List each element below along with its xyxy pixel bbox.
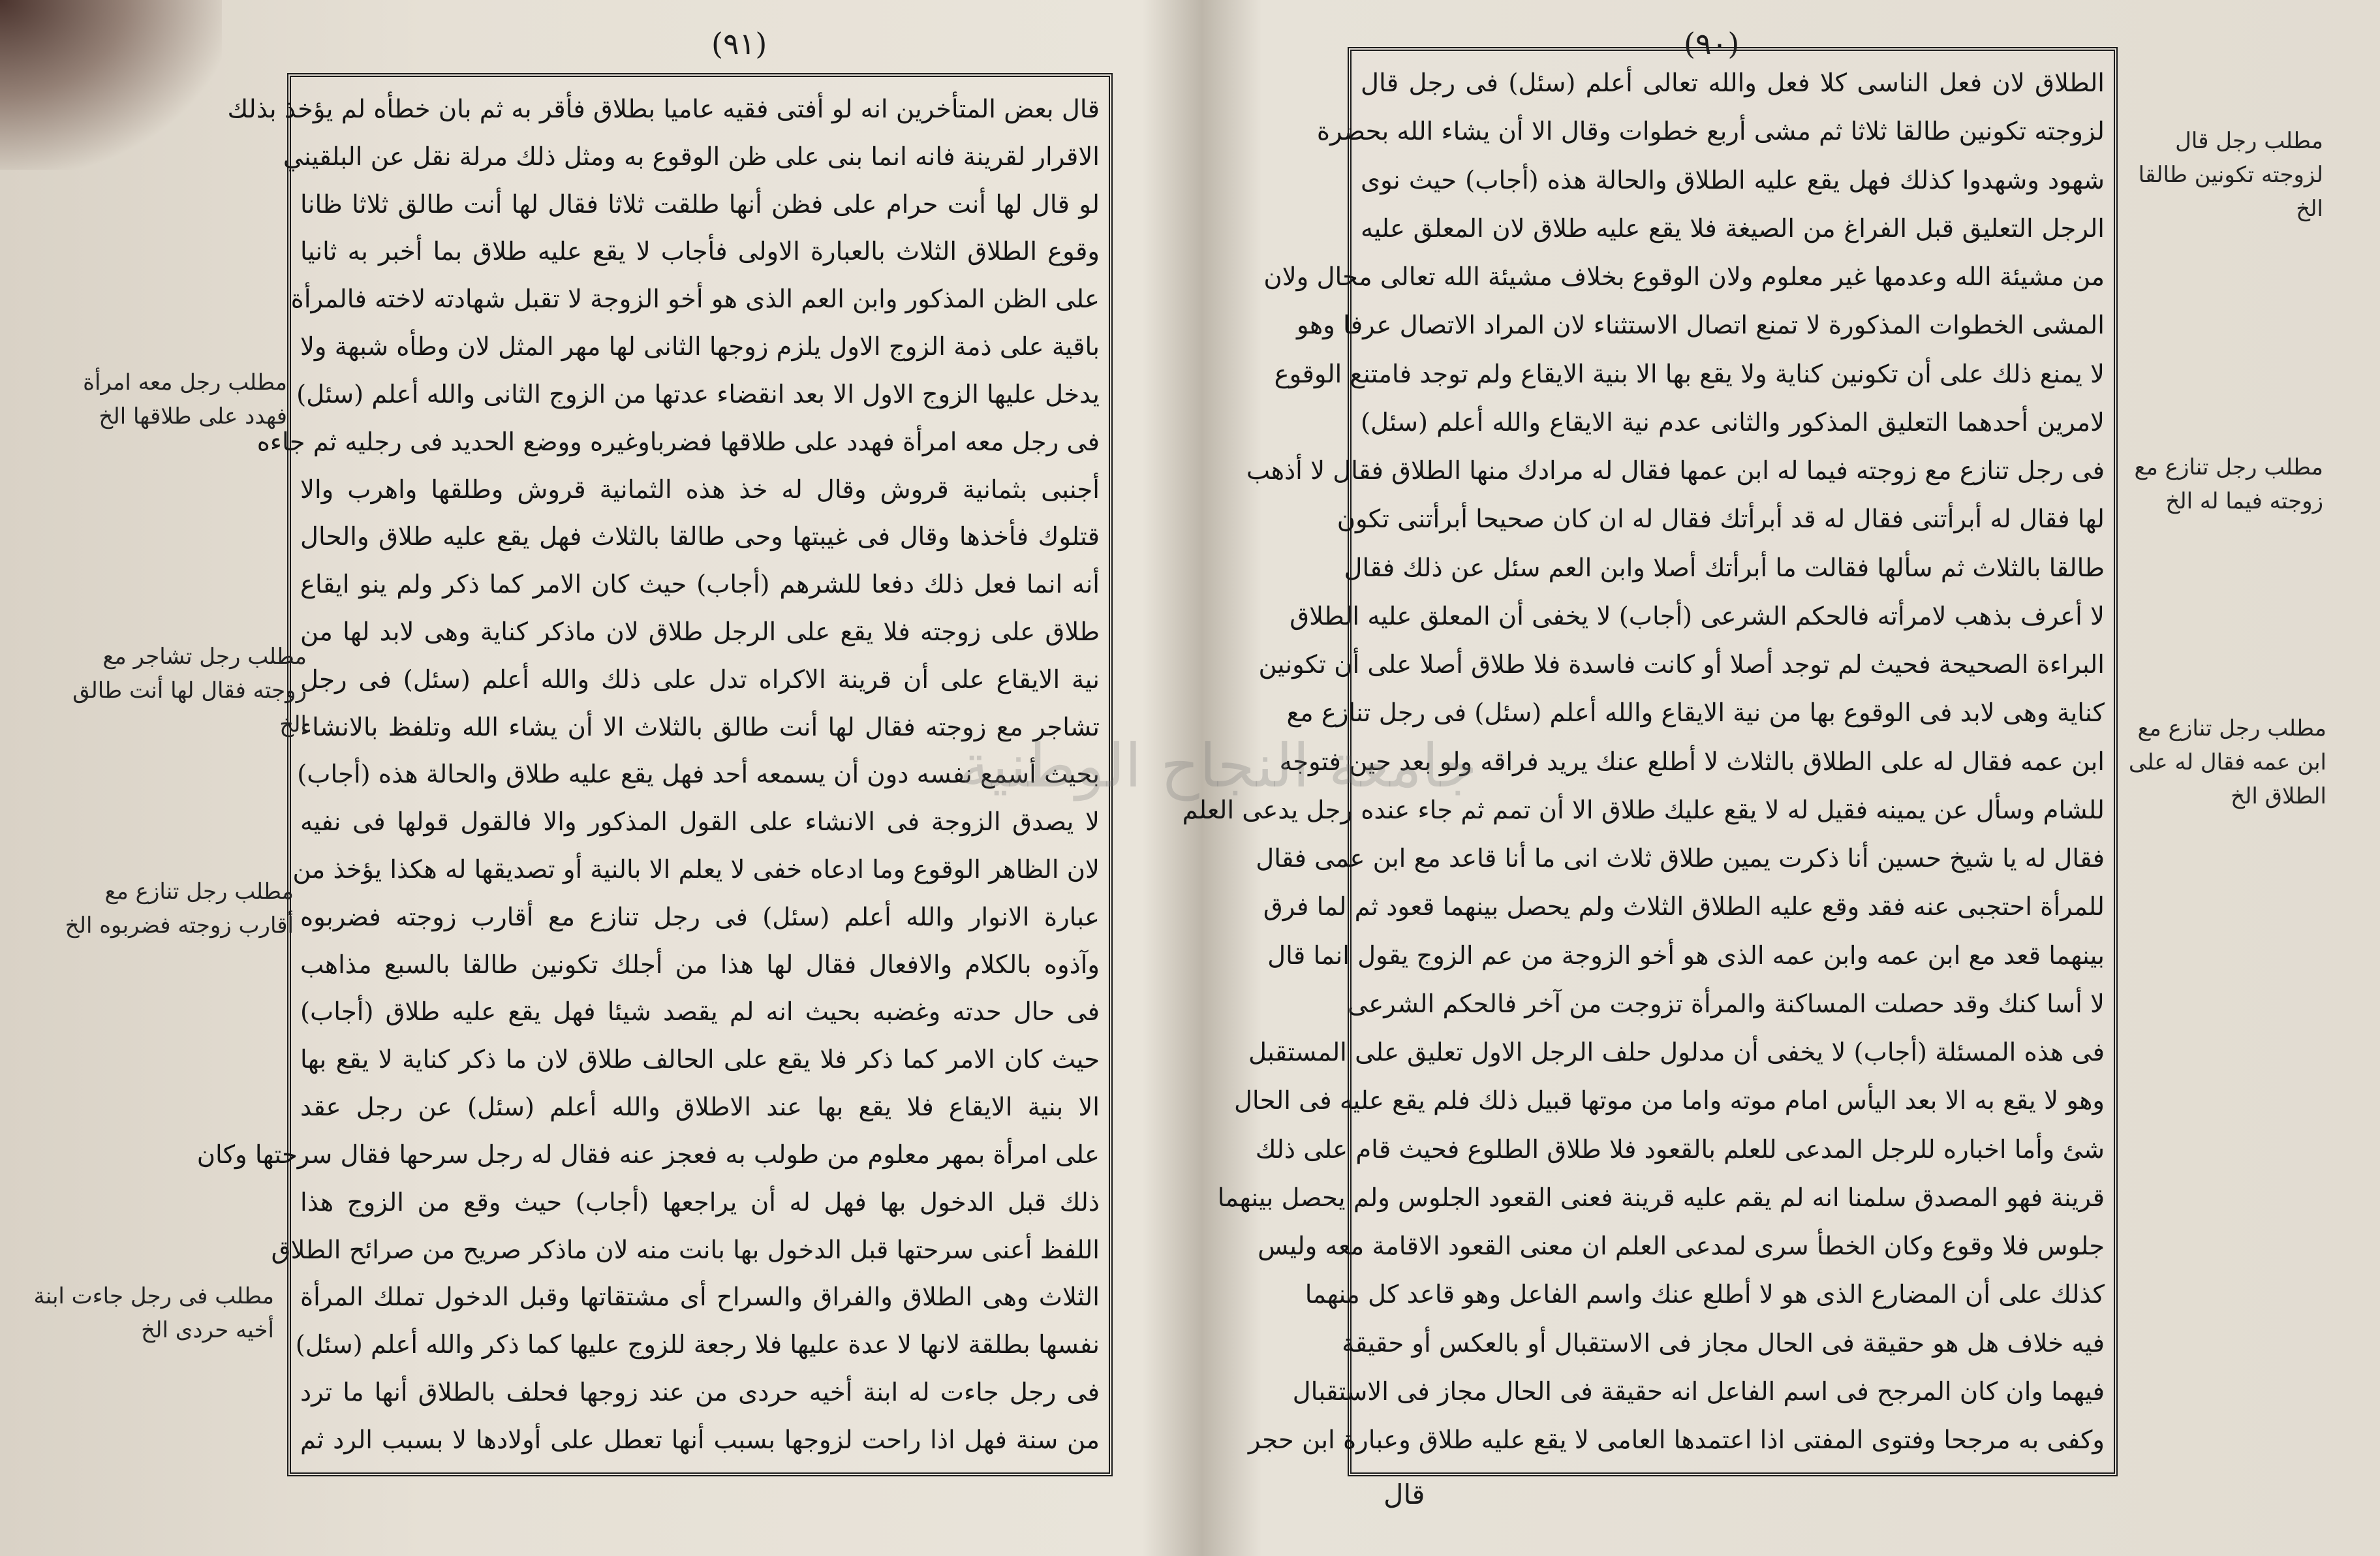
left-page-line: على الظن المذكور وابن العم الذى هو أخو الزوجة لا تقبل شهادته لاخته فالمرأة xyxy=(290,285,1100,315)
left-page-line: قتلوك فأخذها وقال فى غيبتها وحى طالقا بالثلاث فهل يقع عليه طلاق والحال xyxy=(300,522,1100,552)
left-page-line: الثلاث وهى الطلاق والفراق والسراح أى مشتقاتها وقبل الدخول تملك المرأة xyxy=(300,1283,1100,1313)
left-page-line: وآذوه بالكلام والافعال فقال لها هذا من أجلك تكونين طالقا بالسبع مذاهب xyxy=(300,950,1100,980)
right-margin-note-2: مطلب رجل تنازع مع زوجته فيما له الخ xyxy=(2134,454,2323,514)
right-page-line: فيهما وان كان المرجح فى اسم الفاعل انه حقيقة فى الحال مجاز فى الاستقبال xyxy=(1292,1377,2105,1407)
right-page-line: لها فقال له أبرأتنى فقال له قد أبرأتك فقال له ان كان صحيحا أبرأتنى تكون xyxy=(1337,505,2105,535)
right-page-line: وكفى به مرجحا وفتوى المفتى اذا اعتمدها العامى لا يقع عليه طلاق وعبارة ابن حجر xyxy=(1248,1425,2105,1455)
right-page-line: للشام وسأل عن يمينه فقيل له لا يقع عليك طلاق الا أن تمم ثم جاء عنده رجل يدعى العلم xyxy=(1182,795,2105,825)
left-page-line: وقوع الطلاق الثلاث بالعبارة الاولى فأجاب لا يقع عليه طلاق بما أخبر به ثانيا xyxy=(300,237,1100,267)
left-margin-note-4: مطلب فى رجل جاءت ابنة أخيه حردى الخ xyxy=(33,1283,274,1343)
right-page-line: الطلاق لان فعل الناسى كلا فعل والله تعالى أعلم (سئل) فى رجل قال xyxy=(1361,69,2105,98)
right-page-line: لامرين أحدهما التعليق المذكور والثانى عدم نية الايقاع والله أعلم (سئل) xyxy=(1361,407,2105,437)
left-page-line: باقية على ذمة الزوج الاول يلزم زوجها الثانى لها مهر المثل لان وطأه شبهة ولا xyxy=(300,332,1100,362)
right-page-line: لزوجته تكونين طالقا ثلاثا ثم مشى أربع خطوات وقال الا أن يشاء الله بحضرة xyxy=(1316,117,2105,147)
right-page-line: طالقا بالثلاث ثم سألها فقالت ما أبرأتك أصلا وابن العم سئل عن ذلك فقال xyxy=(1344,553,2105,583)
right-page-line: جلوس فلا وقوع وكان الخطأ سرى لمدعى العلم ان معنى القعود الاقامة معه وليس xyxy=(1258,1232,2105,1261)
left-page-line: من سنة فهل اذا راحت لزوجها بسبب أنها تعطل على أولادها لا بسبب الرد ثم xyxy=(300,1425,1100,1455)
right-page-line: فى رجل تنازع مع زوجته فيما له ابن عمها فقال له مرادك منها الطلاق فقال لا أذهب xyxy=(1246,456,2105,486)
left-margin-note-3: مطلب رجل تنازع مع أقارب زوجته فضربوه الخ xyxy=(65,879,294,939)
left-page-line: نفسها بطلقة لانها لا عدة عليها فلا رجعة للزوج عليها كما ذكر والله أعلم (سئل) xyxy=(295,1330,1100,1360)
right-page-line: لا يمنع ذلك على أن تكونين كناية ولا يقع بها الا بنية الايقاع ولم توجد فامتنع الوقوع xyxy=(1274,359,2105,389)
left-page-line: نية الايقاع على أن قرينة الاكراه تدل على ذلك والله أعلم (سئل) فى رجل xyxy=(300,664,1100,694)
left-page-line: أنه انما فعل ذلك دفعا للشرهم (أجاب) حيث كان الامر كما ذكر ولم ينو ايقاع xyxy=(300,570,1100,600)
right-page-line: لا أعرف بذهب لامرأته فالحكم الشرعى (أجاب) لا يخفى أن المعلق عليه الطلاق xyxy=(1290,601,2105,631)
left-page-line: على امرأة بمهر معلوم من طولب به فعجز عنه فقال له رجل سرحها فقال سرحتها وكان xyxy=(196,1140,1100,1170)
right-page-line: فيه خلاف هل هو حقيقة فى الحال مجاز فى الاستقبال أو بالعكس أو حقيقة xyxy=(1342,1328,2105,1358)
right-margin-note-1: مطلب رجل قال لزوجته تكونين طالقا الخ xyxy=(2138,128,2323,222)
left-margin-note-2: مطلب رجل تشاجر مع زوجته فقال لها أنت طالق الخ xyxy=(72,644,307,738)
left-page-number: (٩١) xyxy=(711,26,767,61)
right-page-line: فقال له يا شيخ حسين أنا ذكرت يمين طلاق ثلاث انى ما أنا قاعد مع ابن عمى فقال xyxy=(1256,844,2105,873)
right-page-line: البراءة الصحيحة فحيث لم توجد أصلا أو كانت فاسدة فلا طلاق أصلا على أن تكونين xyxy=(1258,650,2105,679)
right-page-line: كناية وهى لابد فى الوقوع بها من نية الايقاع والله أعلم (سئل) فى رجل تنازع مع xyxy=(1286,698,2105,728)
left-page-line: أجنبى بثمانية قروش وقال له خذ هذه الثمانية قروش وطلقها واهرب والا xyxy=(300,475,1100,505)
right-page-line: ابن عمه فقال له على الطلاق بالثلاث لا أطلع عنك يريد فراقه ولو بعد حين فتوجه xyxy=(1279,747,2105,777)
right-page-line: فى هذه المسئلة (أجاب) لا يخفى أن مدلول حلف الرجل الاول تعليق على المستقبل xyxy=(1248,1038,2105,1067)
right-page-line: المشى الخطوات المذكورة لا تمنع اتصال الاستثناء لان المراد الاتصال عرفا وهو xyxy=(1296,311,2105,341)
right-page-line: قرينة فهو المصدق سلمنا انه لم يقم عليه قرينة فعنى القعود الجلوس ولم يحصل بينهما xyxy=(1217,1183,2105,1213)
right-margin-note-3: مطلب رجل تنازع مع ابن عمه فقال له على الطلاق الخ xyxy=(2128,715,2326,809)
library-watermark: جامعة النجاح الوطنية xyxy=(959,731,1477,801)
right-page-line: كذلك على أن المضارع الذى هو لا أطلع عنك واسم الفاعل وهو قاعد كل منهما xyxy=(1305,1280,2105,1310)
right-page-number: (٩٠) xyxy=(1684,26,1740,61)
left-page-line: الا بنية الايقاع فلا يقع بها عند الاطلاق والله أعلم (سئل) عن رجل عقد xyxy=(300,1093,1100,1123)
left-page-line: تشاجر مع زوجته فقال لها أنت طالق بالثلاث الا أن يشاء الله وتلفظ بالانشاء xyxy=(300,712,1100,742)
left-page-line: فى رجل معه امرأة فهدد على طلاقها فضرباوغيره ووضع الحديد فى رجليه ثم جاءه xyxy=(256,427,1100,457)
left-page-line: فى حال حدته وغضبه بحيث انه لم يقصد شيئا فهل يقع عليه طلاق (أجاب) xyxy=(300,997,1100,1027)
right-page-line: شئ وأما اخباره للرجل المدعى للعلم بالقعود فلا طلاق الطلوع فحيث قام على ذلك xyxy=(1255,1134,2105,1164)
left-page-line: اللفظ أعنى سرحتها قبل الدخول بها بانت منه لان ماذكر صريح من صرائح الطلاق xyxy=(271,1235,1100,1265)
right-page-line: من مشيئة الله وعدمها غير معلوم ولان الوقوع بخلاف مشيئة الله تعالى محال ولان xyxy=(1263,262,2105,292)
right-page-line: وهو لا يقع به الا بعد اليأس امام موته واما من موتها قبيل ذلك فلم يقع عليه فى الحال xyxy=(1233,1086,2105,1116)
left-page-line: فى رجل جاءت له ابنة أخيه حردى من عند زوجها فحلف بالطلاق أنها ما ترد xyxy=(300,1377,1100,1407)
right-page-line: للمرأة احتجبى عنه فقد وقع عليه الطلاق الثلاث ولم يحصل بينهما قعود ثم لما فرق xyxy=(1263,892,2105,922)
left-page-line: حيث كان الامر كما ذكر فلا يقع على الحالف طلاق لان ما ذكر كناية لا يقع بها xyxy=(300,1045,1100,1075)
left-page-line: يدخل عليها الزوج الاول الا بعد انقضاء عدتها من الزوج الثانى والله أعلم (سئل) xyxy=(296,379,1100,409)
right-page-line: لا أسا كنك وقد حصلت المساكنة والمرأة تزوجت من آخر فالحكم الشرعى xyxy=(1348,989,2105,1019)
left-page-line: لا يصدق الزوجة فى الانشاء على القول المذكور والا فالقول قولها فى نفيه xyxy=(300,807,1100,837)
right-page-line: بينهما قعد مع ابن عمه وابن عمه الذى هو أخو الزوجة من عم الزوج يقول انما قال xyxy=(1267,941,2105,971)
left-page-line: الاقرار لقرينة فانه انما بنى على ظن الوقوع به ومثل ذلك مرلة نقل عن البلقيني xyxy=(283,142,1100,172)
left-page-line: عبارة الانوار والله أعلم (سئل) فى رجل تنازع مع أقارب زوجته فضربوه xyxy=(300,902,1100,932)
right-catchword: قال xyxy=(1383,1478,1425,1510)
left-page-line: لان الظاهر الوقوع وما ادعاه خفى لا يعلم الا بالنية أو تصديقها له هكذا يؤخذ من xyxy=(292,855,1100,884)
finger-shadow xyxy=(0,0,222,170)
left-margin-note-1: مطلب رجل معه امرأة فهدد على طلاقها الخ xyxy=(83,369,287,429)
left-page-line: قال بعض المتأخرين انه لو أفتى فقيه عاميا بطلاق فأقر به ثم بان خطأه لم يؤخذ بذلك xyxy=(227,95,1100,124)
left-page-line: ذلك قبل الدخول بها فهل له أن يراجعها (أجاب) حيث وقع من الزوج هذا xyxy=(300,1187,1100,1217)
left-page-line: بحيث أسمع نفسه دون أن يسمعه أحد فهل يقع عليه طلاق والحالة هذه (أجاب) xyxy=(297,760,1100,790)
left-page-line: لو قال لها أنت حرام على فظن أنها طلقت ثلاثا فقال لها أنت طالق ثلاثا ظانا xyxy=(300,189,1100,219)
left-page-line: طلاق على زوجته فلا يقع على الرجل طلاق لان ماذكر كناية وهى لابد لها من xyxy=(300,617,1100,647)
right-page-line: الرجل التعليق قبل الفراغ من الصيغة فلا يقع عليه طلاق لان المعلق عليه xyxy=(1361,213,2105,243)
right-page-line: شهود وشهدوا كذلك فهل يقع عليه الطلاق والحالة هذه (أجاب) حيث نوى xyxy=(1361,165,2105,195)
